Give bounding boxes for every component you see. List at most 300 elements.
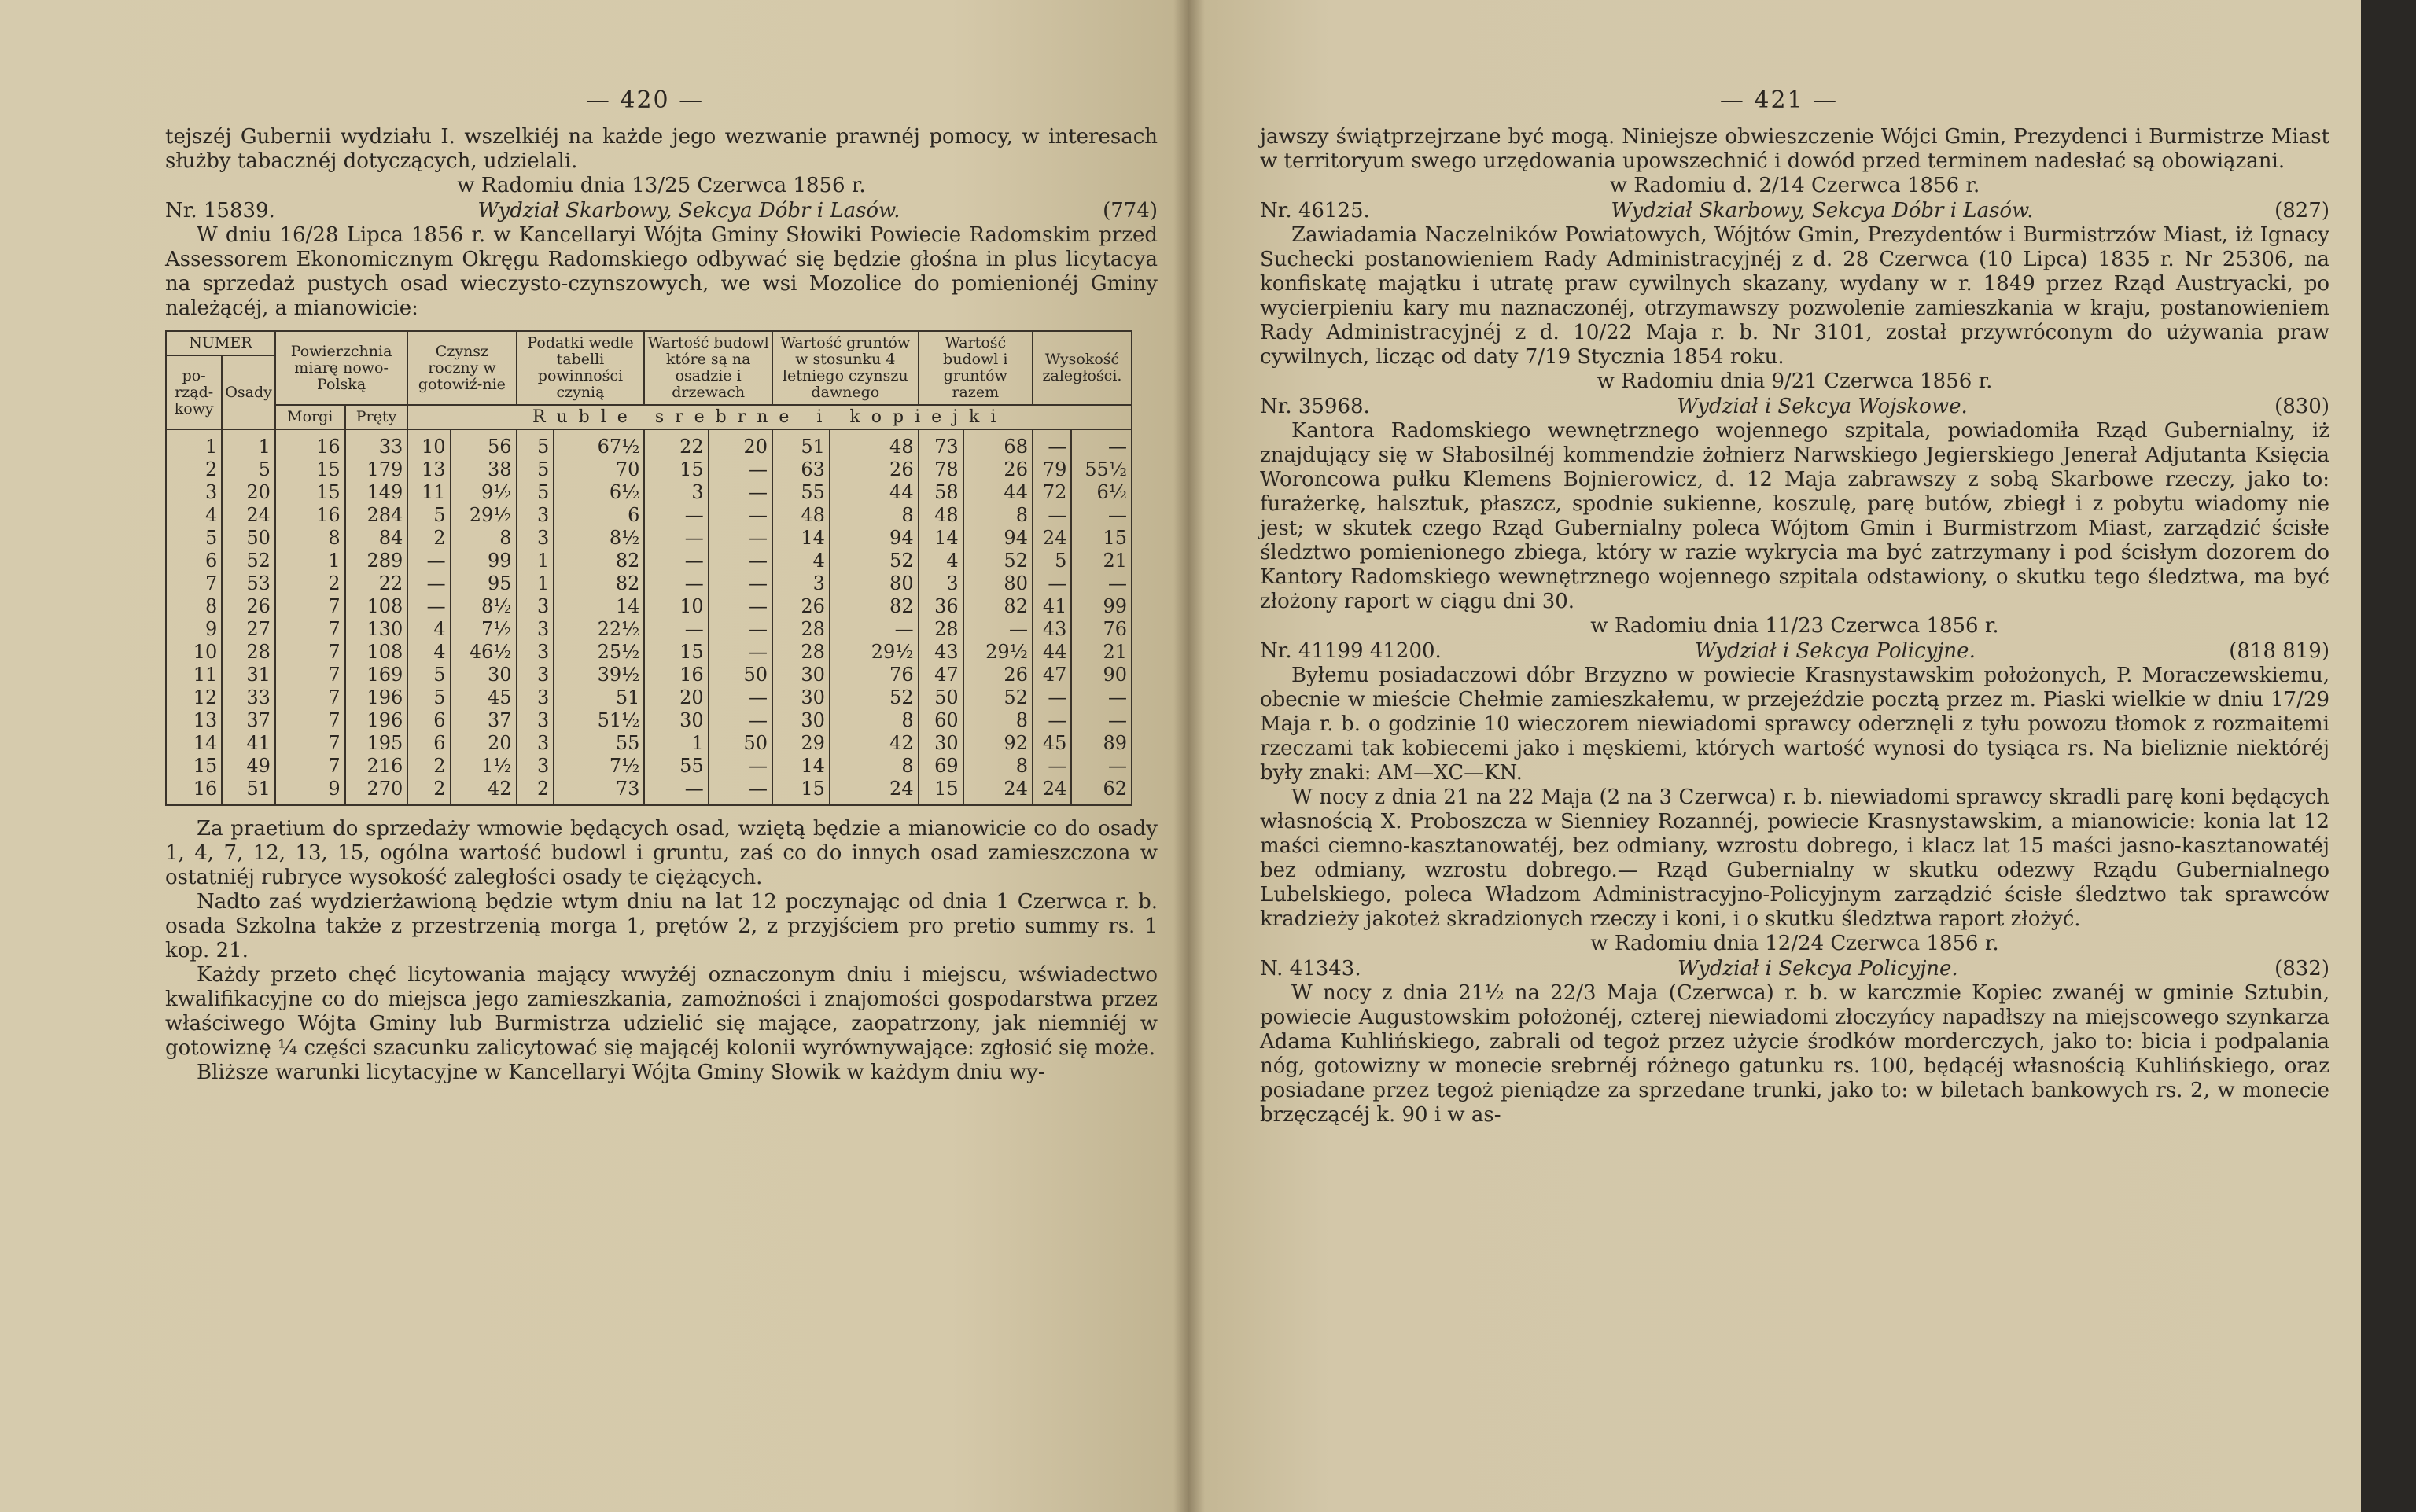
book-gutter (1173, 0, 1205, 1512)
table-cell: — (407, 595, 450, 618)
table-cell: 30 (772, 664, 830, 686)
table-cell: 3 (517, 732, 554, 755)
table-row (166, 618, 1132, 641)
table-cell: 28 (772, 618, 830, 641)
table-cell: 1 (166, 429, 222, 458)
table-cell: 8½ (451, 595, 517, 618)
table-cell: 14 (166, 732, 222, 755)
table-body (166, 429, 1132, 805)
table-row (166, 755, 1132, 778)
table-cell: 4 (919, 550, 963, 572)
table-cell: 14 (554, 595, 644, 618)
table-cell: 3 (517, 618, 554, 641)
table-cell: 8 (451, 527, 517, 550)
table-cell: 10 (644, 595, 708, 618)
table-cell: 5 (166, 527, 222, 550)
table-row (166, 481, 1132, 504)
table-cell: 2 (275, 572, 345, 595)
table-cell: 42 (451, 778, 517, 805)
table-cell: 3 (517, 686, 554, 709)
body-paragraph: Za praetium do sprzedaży wmowie będących osad, wziętą będzie a mianowicie co do osady 1, 4, 7, 12, 13, 15, ogólna wartość budowl i gruntu, zaś co do innych osad zamieszczona w ostatniéj rubryce wysokość zaległości osady te ciężących. (165, 817, 1158, 889)
table-cell: 56 (451, 429, 517, 458)
table-cell: 1 (517, 572, 554, 595)
table-cell: 69 (919, 755, 963, 778)
table-cell: 4 (407, 641, 450, 664)
table-cell: — (709, 686, 772, 709)
table-cell: 16 (166, 778, 222, 805)
table-cell: 270 (345, 778, 408, 805)
table-cell: 30 (644, 709, 708, 732)
header-wartosc-razem: Wartość budowl i gruntów razem (919, 331, 1033, 405)
table-cell: 2 (517, 778, 554, 805)
header-powierzchnia: Powierzchnia miarę nowo-Polską (275, 331, 407, 405)
table-cell: 4 (772, 550, 830, 572)
table-cell: 21 (1071, 550, 1132, 572)
table-cell: — (963, 618, 1033, 641)
notice-number: Nr. 35968. (1260, 395, 1370, 418)
table-cell: 7 (275, 641, 345, 664)
table-cell: 5 (517, 429, 554, 458)
table-cell: 9 (275, 778, 345, 805)
table-cell: 70 (554, 458, 644, 481)
table-cell: 7 (275, 709, 345, 732)
table-cell: 89 (1071, 732, 1132, 755)
table-cell: — (830, 618, 919, 641)
table-row (166, 572, 1132, 595)
table-cell: 6 (166, 550, 222, 572)
table-cell: 5 (517, 458, 554, 481)
table-cell: 3 (517, 641, 554, 664)
header-units: Ruble srebrne i kopiejki (407, 405, 1132, 429)
table-cell: 7 (275, 732, 345, 755)
table-cell: 76 (1071, 618, 1132, 641)
table-row (166, 458, 1132, 481)
table-cell: 28 (772, 641, 830, 664)
table-cell: 50 (222, 527, 275, 550)
table-cell: 29 (772, 732, 830, 755)
notice-header (1260, 198, 2329, 223)
table-cell: 2 (166, 458, 222, 481)
table-cell: 3 (517, 664, 554, 686)
table-cell: 53 (222, 572, 275, 595)
table-cell: 14 (772, 527, 830, 550)
table-cell: — (709, 458, 772, 481)
date-place-line: w Radomiu dnia 11/23 Czerwca 1856 r. (1590, 614, 1999, 638)
notice-header (1260, 956, 2329, 981)
table-cell: 6 (407, 709, 450, 732)
table-cell: 37 (451, 709, 517, 732)
table-cell: 60 (919, 709, 963, 732)
table-cell: 1½ (451, 755, 517, 778)
table-cell: 1 (517, 550, 554, 572)
notice-number: N. 41343. (1260, 957, 1361, 980)
table-cell: 26 (772, 595, 830, 618)
table-cell: — (644, 778, 708, 805)
table-cell: 51½ (554, 709, 644, 732)
table-cell: 24 (1033, 778, 1071, 805)
table-cell: 7 (275, 755, 345, 778)
table-cell: 41 (222, 732, 275, 755)
table-cell: 130 (345, 618, 408, 641)
table-cell: 1 (222, 429, 275, 458)
table-cell: — (709, 527, 772, 550)
table-cell: 20 (451, 732, 517, 755)
notice-department: Wydział Skarbowy, Sekcya Dóbr i Lasów. (1611, 199, 2034, 223)
notice-reference: (774) (1103, 199, 1158, 223)
table-cell: 284 (345, 504, 408, 527)
page-number-left: — 420 — (585, 86, 705, 114)
table-cell: 7 (275, 686, 345, 709)
table-cell: 7 (275, 664, 345, 686)
table-cell: 26 (963, 458, 1033, 481)
table-cell: 79 (1033, 458, 1071, 481)
table-row (166, 686, 1132, 709)
table-cell: — (644, 504, 708, 527)
table-cell: 52 (963, 550, 1033, 572)
table-cell: 3 (644, 481, 708, 504)
table-row (166, 709, 1132, 732)
table-cell: 108 (345, 641, 408, 664)
notice-paragraph: Byłemu posiadaczowi dóbr Brzyzno w powiecie Krasnystawskim położonych, P. Moraczewskiemu, obecnie w mieście Chełmie zamieszkałemu, w przejeździe pocztą przez m. Piaski wielkie w dniu 17/29 Maja r. b. o godzinie 10 wieczorem niewiadomi sprawcy oderznęli z tyłu powozu tłomok z rozmaitemi rzeczami tak kobiecemi jako i męskiemi, których wartość wynosi do tysiąca rs. Na bieliznie niektóréj były znaki: AM—XC—KN. (1260, 664, 2329, 785)
table-cell: — (1071, 429, 1132, 458)
table-cell: 44 (830, 481, 919, 504)
table-row (166, 664, 1132, 686)
table-cell: 2 (407, 527, 450, 550)
table-cell: — (1071, 709, 1132, 732)
table-cell: 29½ (451, 504, 517, 527)
header-morgi: Morgi (275, 405, 345, 429)
table-cell: 52 (830, 686, 919, 709)
table-cell: 7 (166, 572, 222, 595)
table-cell: 196 (345, 709, 408, 732)
notice-reference: (818 819) (2229, 639, 2329, 663)
table-cell: — (644, 527, 708, 550)
table-cell: 38 (451, 458, 517, 481)
table-cell: 44 (1033, 641, 1071, 664)
header-porzadkowy: po-rząd-kowy (166, 355, 222, 429)
table-cell: 76 (830, 664, 919, 686)
table-row (166, 429, 1132, 458)
table-cell: 8 (963, 504, 1033, 527)
table-cell: 30 (772, 709, 830, 732)
table-cell: 55 (772, 481, 830, 504)
body-paragraph: Każdy przeto chęć licytowania mający wwyżéj oznaczonym dniu i miejscu, wświadectwo kwalifikacyjne co do miejsca jego zamieszkania, zamożności i znajomości gospodarstwa przez właściwego Wójta Gminy lub Burmistrza udzielić się mające, zaopatrzony, jak niemniéj w gotowiznę ¼ części szacunku zalicytować się mającéj kolonii wyrównywające: zgłosić się może. (165, 963, 1158, 1060)
table-cell: 3 (517, 755, 554, 778)
intro-paragraph: tejszéj Gubernii wydziału I. wszelkiéj na każde jego wezwanie prawnéj pomocy, w interesach służby tabacznéj dotyczących, udzielali. (165, 125, 1158, 173)
notice-department: Wydział Skarbowy, Sekcya Dóbr i Lasów. (477, 199, 900, 223)
date-place-line: w Radomiu d. 2/14 Czerwca 1856 r. (1609, 174, 1980, 197)
table-cell: 26 (830, 458, 919, 481)
background-edge (2361, 0, 2416, 1512)
table-cell: 51 (554, 686, 644, 709)
table-cell: 149 (345, 481, 408, 504)
table-cell: — (1071, 755, 1132, 778)
table-cell: 26 (222, 595, 275, 618)
table-cell: 33 (345, 429, 408, 458)
header-wartosc-budowl: Wartość budowl które są na osadzie i drzewach (644, 331, 772, 405)
notice-number: Nr. 15839. (165, 199, 275, 223)
table-cell: 22½ (554, 618, 644, 641)
table-cell: 94 (830, 527, 919, 550)
table-cell: 30 (451, 664, 517, 686)
date-place-line: w Radomiu dnia 12/24 Czerwca 1856 r. (1590, 932, 1999, 955)
table-cell: 58 (919, 481, 963, 504)
table-cell: 95 (451, 572, 517, 595)
table-cell: 196 (345, 686, 408, 709)
table-cell: 3 (919, 572, 963, 595)
table-cell: 24 (222, 504, 275, 527)
table-cell: 90 (1071, 664, 1132, 686)
table-cell: 13 (407, 458, 450, 481)
table-cell: 7½ (554, 755, 644, 778)
table-cell: 8 (166, 595, 222, 618)
header-wartosc-gruntow: Wartość gruntów w stosunku 4 letniego czynszu dawnego (772, 331, 919, 405)
header-wysokosc: Wysokość zaległości. (1033, 331, 1132, 405)
table-cell: — (709, 504, 772, 527)
notice-number: Nr. 41199 41200. (1260, 639, 1442, 663)
table-cell: 99 (1071, 595, 1132, 618)
table-cell: — (1033, 504, 1071, 527)
table-cell: — (709, 550, 772, 572)
table-cell: 30 (772, 686, 830, 709)
table-cell: 16 (275, 429, 345, 458)
table-cell: 3 (517, 527, 554, 550)
table-cell: — (709, 618, 772, 641)
table-cell: 51 (222, 778, 275, 805)
left-page (0, 0, 1189, 1512)
table-cell: — (1033, 709, 1071, 732)
table-cell: 1 (644, 732, 708, 755)
header-podatki: Podatki wedle tabelli powinności czynią (517, 331, 645, 405)
table-cell: 15 (919, 778, 963, 805)
table-cell: 29½ (963, 641, 1033, 664)
table-cell: 21 (1071, 641, 1132, 664)
table-cell: 55 (644, 755, 708, 778)
table-cell: 5 (407, 686, 450, 709)
body-paragraph: Bliższe warunki licytacyjne w Kancellaryi Wójta Gminy Słowik w każdym dniu wy- (197, 1061, 1045, 1084)
table-cell: — (709, 641, 772, 664)
table-cell: 13 (166, 709, 222, 732)
table-cell: 3 (772, 572, 830, 595)
table-cell: 24 (830, 778, 919, 805)
table-cell: 216 (345, 755, 408, 778)
table-cell: 36 (919, 595, 963, 618)
table-cell: 31 (222, 664, 275, 686)
table-cell: 80 (830, 572, 919, 595)
table-cell: 2 (407, 778, 450, 805)
table-cell: 4 (166, 504, 222, 527)
table-cell: 37 (222, 709, 275, 732)
page-number-right: — 421 — (1719, 86, 1839, 114)
table-cell: 14 (772, 755, 830, 778)
table-cell: 82 (830, 595, 919, 618)
table-cell: 9 (166, 618, 222, 641)
table-cell: 6½ (554, 481, 644, 504)
table-cell: 42 (830, 732, 919, 755)
table-cell: 8 (830, 709, 919, 732)
date-place-line: w Radomiu dnia 13/25 Czerwca 1856 r. (457, 174, 866, 197)
table-cell: 82 (554, 572, 644, 595)
table-cell: 45 (1033, 732, 1071, 755)
table-cell: — (1033, 429, 1071, 458)
table-cell: 8 (275, 527, 345, 550)
table-cell: 28 (919, 618, 963, 641)
table-cell: 6 (407, 732, 450, 755)
table-cell: 25½ (554, 641, 644, 664)
table-cell: 15 (275, 481, 345, 504)
table-cell: 62 (1071, 778, 1132, 805)
table-cell: 16 (644, 664, 708, 686)
table-cell: 5 (407, 664, 450, 686)
table-cell: 39½ (554, 664, 644, 686)
table-cell: 92 (963, 732, 1033, 755)
table-row (166, 550, 1132, 572)
table-cell: 11 (407, 481, 450, 504)
table-cell: — (709, 778, 772, 805)
notice-paragraph: W nocy z dnia 21½ na 22/3 Maja (Czerwca) r. b. w karczmie Kopiec zwanéj w gminie Sztubin, powiecie Augustowskim położonéj, czterej niewiadomi złoczyńcy napadłszy na miejscowego szynkarza Adama Kuhlińskiego, zabrali od tegoż przez użycie środków morderczych, jako to: bicia i podpalania nóg, gotowizny w monecie srebrnéj różnego gatunku rs. 100, będącéj własnością Kuhlińskiego, oraz posiadane przez tegoż pieniądze za sprzedane trunki, jako to: w biletach bankowych rs. 2, w monecie brzęczącéj k. 90 i w as- (1260, 981, 2329, 1127)
table-cell: 5 (407, 504, 450, 527)
table-cell: 2 (407, 755, 450, 778)
table-cell: 169 (345, 664, 408, 686)
table-cell: 46½ (451, 641, 517, 664)
table-cell: 6 (554, 504, 644, 527)
table-cell: 63 (772, 458, 830, 481)
table-cell: 80 (963, 572, 1033, 595)
table-cell: 82 (963, 595, 1033, 618)
table-cell: 78 (919, 458, 963, 481)
table-cell: 8 (963, 709, 1033, 732)
table-cell: 29½ (830, 641, 919, 664)
table-row (166, 641, 1132, 664)
table-cell: — (644, 572, 708, 595)
notice-reference: (830) (2274, 395, 2329, 418)
table-cell: 12 (166, 686, 222, 709)
table-cell: 3 (517, 709, 554, 732)
table-cell: 3 (166, 481, 222, 504)
table-cell: — (644, 550, 708, 572)
table-cell: 43 (919, 641, 963, 664)
table-cell: 5 (517, 481, 554, 504)
table-cell: 15 (772, 778, 830, 805)
table-cell: — (709, 755, 772, 778)
table-cell: 15 (166, 755, 222, 778)
table-cell: 11 (166, 664, 222, 686)
table-cell: — (1071, 504, 1132, 527)
notice-paragraph: W dniu 16/28 Lipca 1856 r. w Kancellaryi Wójta Gminy Słowiki Powiecie Radomskim przed Assessorem Ekonomicznym Okręgu Radomskiego odbywać się będzie głośna in plus licytacya na sprzedaż pustych osad wieczysto-czynszowych, we wsi Mozolice do pomienionéj Gminy należącéj, a mianowicie: (165, 223, 1158, 320)
table-cell: 33 (222, 686, 275, 709)
table-cell: 94 (963, 527, 1033, 550)
table-cell: — (407, 572, 450, 595)
table-cell: 43 (1033, 618, 1071, 641)
notice-department: Wydział i Sekcya Policyjne. (1695, 639, 1976, 663)
table-cell: 48 (772, 504, 830, 527)
table-cell: 15 (644, 458, 708, 481)
table-cell: 47 (1033, 664, 1071, 686)
body-paragraph: Nadto zaś wydzierżawioną będzie wtym dniu na lat 12 poczynając od dnia 1 Czerwca r. b. osada Szkolna także z przestrzenią morga 1, prętów 2, z przyjściem pro pretio summy rs. 1 kop. 21. (165, 890, 1158, 962)
table-cell: 5 (222, 458, 275, 481)
table-cell: 73 (919, 429, 963, 458)
table-cell: 9½ (451, 481, 517, 504)
table-cell: 50 (709, 732, 772, 755)
table-cell: 195 (345, 732, 408, 755)
table-cell: 52 (222, 550, 275, 572)
table-cell: 48 (919, 504, 963, 527)
notice-number: Nr. 46125. (1260, 199, 1370, 223)
table-cell: — (1071, 572, 1132, 595)
table-cell: 20 (222, 481, 275, 504)
table-cell: 179 (345, 458, 408, 481)
table-cell: 24 (1033, 527, 1071, 550)
table-cell: 49 (222, 755, 275, 778)
left-paragraphs (165, 817, 1158, 1085)
header-prety: Pręty (345, 405, 408, 429)
table-cell: — (1071, 686, 1132, 709)
table-cell: 8 (830, 755, 919, 778)
notice-header (1260, 638, 2329, 664)
table-cell: 14 (919, 527, 963, 550)
table-cell: 26 (963, 664, 1033, 686)
table-cell: 289 (345, 550, 408, 572)
table-cell: 10 (166, 641, 222, 664)
table-cell: — (1033, 755, 1071, 778)
table-cell: 15 (275, 458, 345, 481)
table-cell: 45 (451, 686, 517, 709)
notice-paragraph: W nocy z dnia 21 na 22 Maja (2 na 3 Czerwca) r. b. niewiadomi sprawcy skradli parę koni będących własnością X. Proboszcza w Sienniey Rozannéj, powiecie Krasnystawskim, a mianowicie: konia lat 12 maści ciemno-kasztanowatéj, bez odmiany, wzrostu dobrego, i klacz lat 15 maści jasno-kasztanowatéj bez odmiany, wzrostu dobrego.— Rząd Gubernialny w skutku odezwy Rządu Gubernialnego Lubelskiego, poleca Władzom Administracyjno-Policyjnym zarządzić ścisłe śledztwo tak sprawców kradzieży jakoteż skradzionych rzeczy i koni, i o skutku śledztwa raport złożyć. (1260, 785, 2329, 931)
table-cell: 20 (709, 429, 772, 458)
table-cell: 51 (772, 429, 830, 458)
table-row (166, 732, 1132, 755)
table-cell: 73 (554, 778, 644, 805)
table-cell: 28 (222, 641, 275, 664)
notice-paragraph: Zawiadamia Naczelników Powiatowych, Wójtów Gmin, Prezydentów i Burmistrzów Miast, iż Ignacy Suchecki postanowieniem Rady Administracyjnéj z d. 28 Czerwca (10 Lipca) 1835 r. Nr 25306, na konfiskatę majątku i utratę praw cywilnych skazany, wydany w r. 1849 przez Rząd Austryacki, po wycierpieniu kary mu naznaczonéj, otrzymawszy pozwolenie zamieszkania w kraju, postanowieniem Rady Administracyjnéj z d. 10/22 Maja r. b. Nr 3101, został przywróconym do używania praw cywilnych, licząc od daty 7/19 Stycznia 1854 roku. (1260, 223, 2329, 369)
date-place-line: w Radomiu dnia 9/21 Czerwca 1856 r. (1597, 370, 1993, 393)
table-cell: 30 (919, 732, 963, 755)
table-cell: 68 (963, 429, 1033, 458)
table-cell: 52 (830, 550, 919, 572)
table-cell: 5 (1033, 550, 1071, 572)
table-cell: — (1033, 686, 1071, 709)
table-cell: 15 (1071, 527, 1132, 550)
table-cell: 22 (345, 572, 408, 595)
table-cell: 52 (963, 686, 1033, 709)
table-cell: 50 (709, 664, 772, 686)
table-cell: 3 (517, 595, 554, 618)
table-cell: 10 (407, 429, 450, 458)
table-cell: 22 (644, 429, 708, 458)
table-row (166, 778, 1132, 805)
table-cell: 99 (451, 550, 517, 572)
table-cell: 7½ (451, 618, 517, 641)
table-row (166, 504, 1132, 527)
table-cell: 20 (644, 686, 708, 709)
table-cell: 44 (963, 481, 1033, 504)
header-osady: Osady (222, 355, 275, 429)
table-cell: 50 (919, 686, 963, 709)
table-cell: — (407, 550, 450, 572)
table-cell: 47 (919, 664, 963, 686)
table-cell: — (709, 481, 772, 504)
table-cell: — (709, 595, 772, 618)
settlements-table (165, 330, 1132, 806)
table-cell: 82 (554, 550, 644, 572)
notice-department: Wydział i Sekcya Policyjne. (1677, 957, 1958, 980)
table-cell: 1 (275, 550, 345, 572)
table-cell: 27 (222, 618, 275, 641)
table-cell: 48 (830, 429, 919, 458)
right-page (1189, 0, 2361, 1512)
table-cell: 24 (963, 778, 1033, 805)
table-cell: 8 (830, 504, 919, 527)
